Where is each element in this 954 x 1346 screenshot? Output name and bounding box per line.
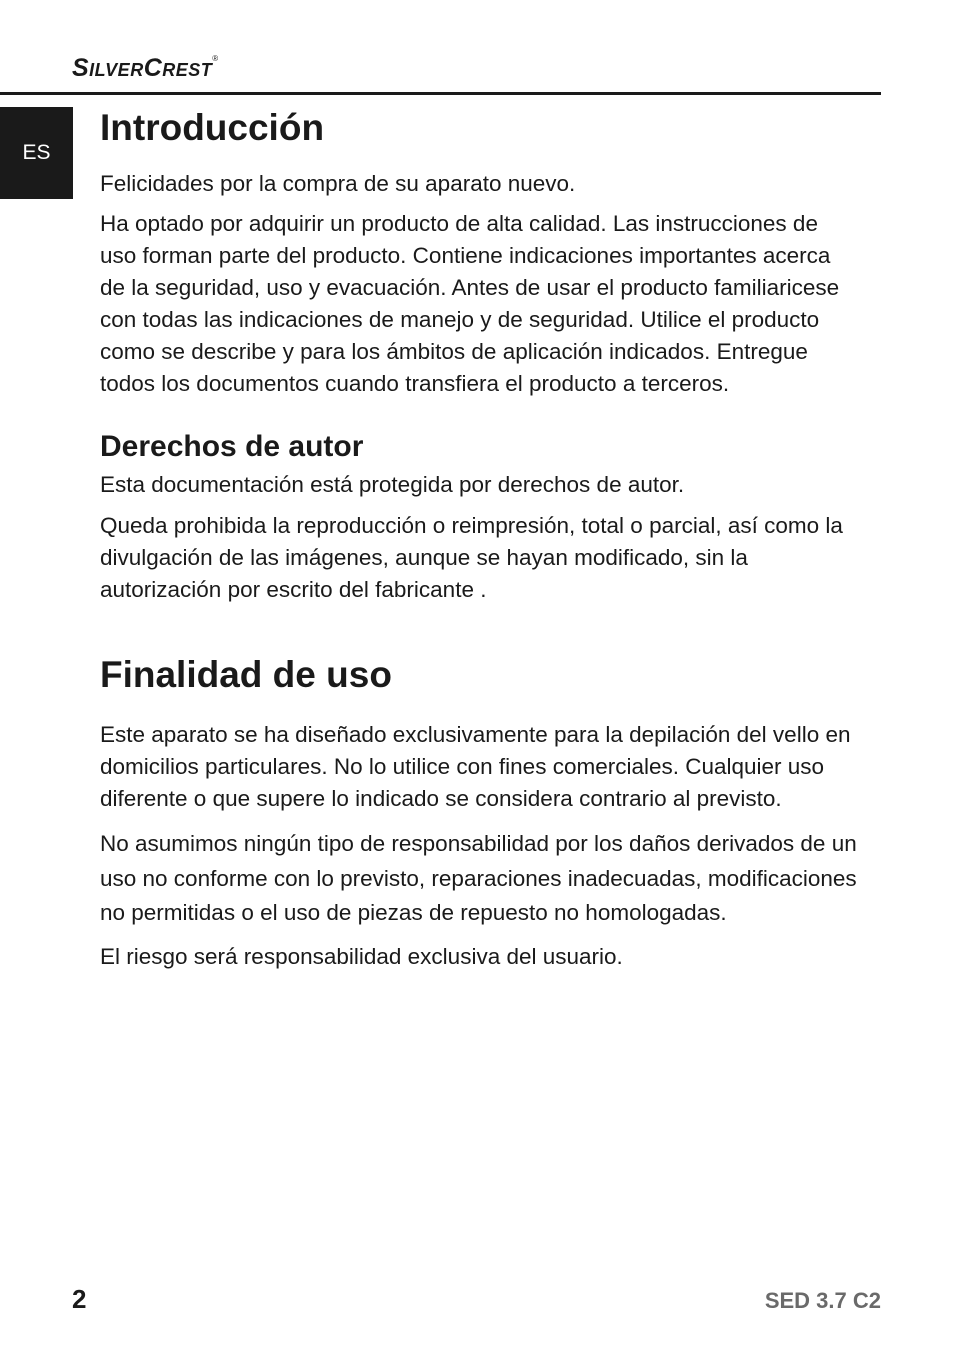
header-divider (0, 92, 881, 95)
brand-registered-mark: ® (212, 54, 219, 63)
finalidad-paragraph-2: No asumimos ningún tipo de responsabilidad por los daños derivados de un uso no conforme con lo previsto, reparaciones inadecuadas, modificaciones no permitidas o el uso de piezas de repuesto no homologadas. (100, 831, 857, 925)
heading-introduccion: Introducción (100, 107, 325, 148)
heading-finalidad: Finalidad de uso (100, 654, 392, 695)
brand-logo-part2: Crest (143, 54, 213, 82)
page-number: 2 (72, 1284, 87, 1314)
finalidad-paragraph-3: El riesgo será responsabilidad exclusiva del usuario. (100, 943, 623, 969)
language-tab: ES (0, 107, 73, 199)
finalidad-paragraph-1: Este aparato se ha diseñado exclusivamente para la depilación del vello en domicilios particulares. No lo utilice con fines comerciales. Cualquier uso diferente o que supere lo indicado se considera contrario al previsto. (100, 722, 851, 811)
brand-logo-part1: Silver (72, 54, 144, 82)
heading-derechos: Derechos de autor (100, 430, 364, 463)
page-content (100, 102, 860, 973)
intro-paragraph-2: Ha optado por adquirir un producto de alta calidad. Las instrucciones de uso forman parte del producto. Contiene indicaciones importantes acerca de la seguridad, uso y evacuación. Antes de usar el producto familiaricese con todas las indicaciones de manejo y de seguridad. Utilice el producto como se describe y para los ámbitos de aplicación indicados. Entregue todos los documentos cuando transfiera el producto a terceros. (100, 211, 840, 396)
model-number: SED 3.7 C2 (764, 1288, 881, 1313)
derechos-paragraph-1: Esta documentación está protegida por derechos de autor. (100, 472, 685, 497)
brand-logo (72, 54, 219, 83)
intro-paragraph-1: Felicidades por la compra de su aparato nuevo. (100, 171, 576, 196)
derechos-paragraph-2: Queda prohibida la reproducción o reimpresión, total o parcial, así como la divulgación de las imágenes, aunque se hayan modificado, sin la autorización por escrito del fabricante . (100, 513, 843, 602)
